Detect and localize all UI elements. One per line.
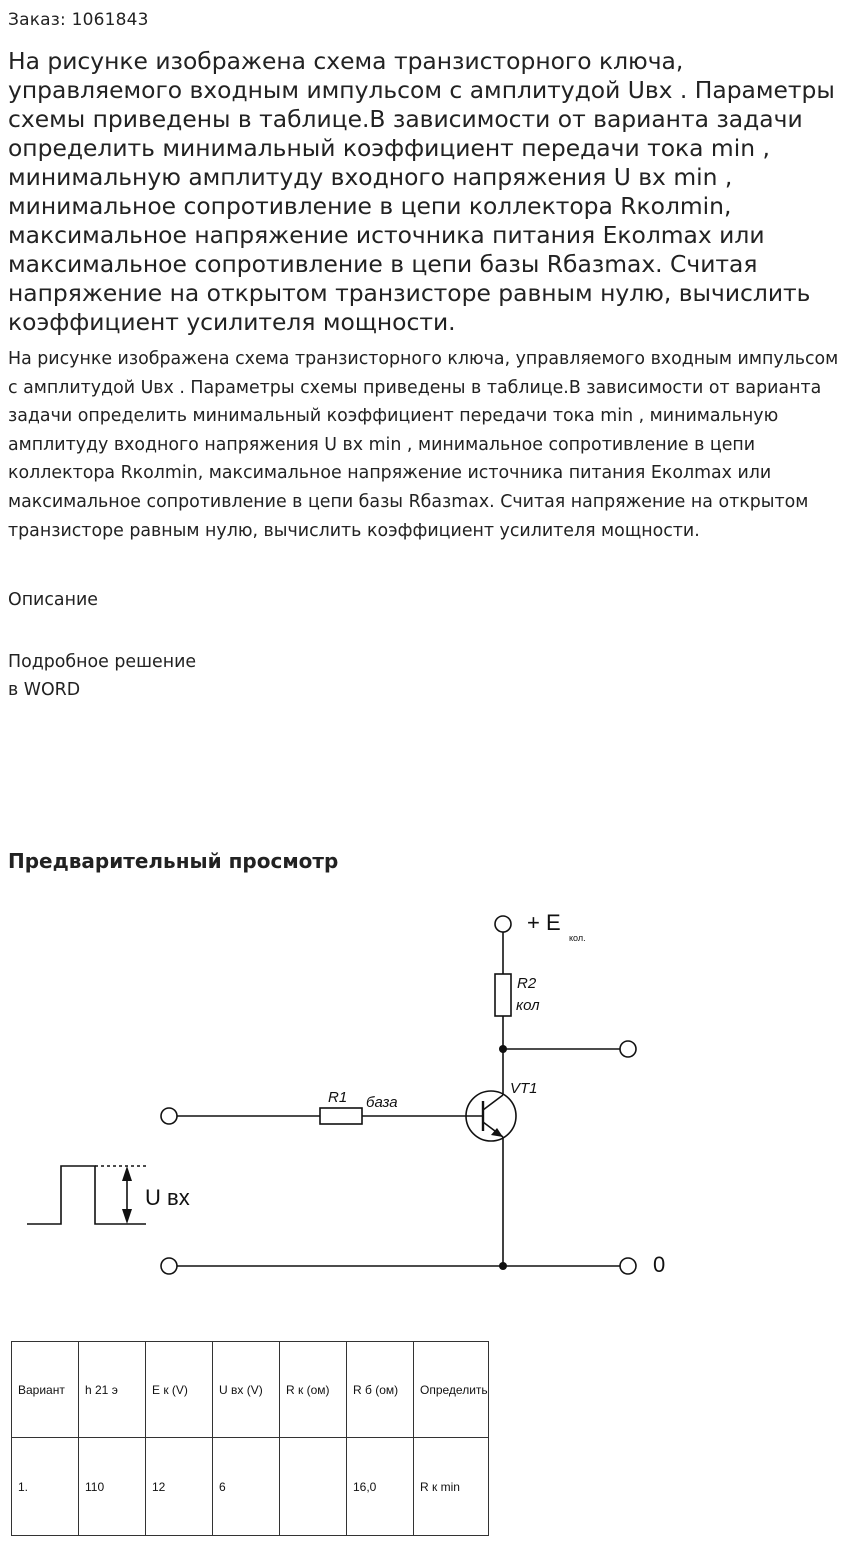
table-cell: 110	[79, 1438, 146, 1536]
r2-label: R2	[517, 975, 537, 992]
input-voltage-label: U вх	[145, 1185, 190, 1210]
resistor-r2	[495, 974, 511, 1016]
table-cell: 6	[213, 1438, 280, 1536]
r2-role-label: кол	[516, 997, 540, 1014]
solution-line-2: в WORD	[8, 680, 81, 700]
junction-collector	[499, 1045, 507, 1053]
section-description-label: Описание	[8, 590, 98, 610]
ground-input-terminal	[161, 1258, 177, 1274]
table-header-cell: R б (ом)	[347, 1342, 414, 1438]
output-terminal	[620, 1041, 636, 1057]
order-number: Заказ: 1061843	[8, 10, 149, 30]
transistor-label: VT1	[510, 1080, 538, 1097]
ground-label: 0	[653, 1252, 666, 1277]
circuit-diagram	[0, 900, 847, 1300]
amplitude-arrow-up	[122, 1166, 132, 1181]
ground-output-terminal	[620, 1258, 636, 1274]
parameters-table	[11, 1341, 489, 1536]
table-cell: 12	[146, 1438, 213, 1536]
junction-ground	[499, 1262, 507, 1270]
table-header-row	[12, 1342, 489, 1438]
table-cell: 1.	[12, 1438, 79, 1536]
preview-title: Предварительный просмотр	[8, 849, 339, 873]
table-cell: 16,0	[347, 1438, 414, 1536]
amplitude-arrow-down	[122, 1209, 132, 1224]
table-header-cell: U вх (V)	[213, 1342, 280, 1438]
supply-label: + E	[527, 910, 561, 935]
supply-subscript: кол.	[569, 933, 586, 943]
table-header-cell: E к (V)	[146, 1342, 213, 1438]
solution-line-1: Подробное решение	[8, 652, 197, 672]
r1-label: R1	[328, 1089, 348, 1106]
table-header-cell: Определить	[414, 1342, 489, 1438]
task-headline: На рисунке изображена схема транзисторного ключа, управляемого входным импульсом с амплитудой Uвх . Параметры схемы приведены в таблице.В зависимости от варианта задачи определить минимальный коэффициент передачи тока min , минимальную амплитуду входного напряжения U вх min , минимальное сопротивление в цепи коллектора Rколmin, максимальное напряжение источника питания Eколmax или максимальное сопротивление в цепи базы Rбазmax. Считая напряжение на открытом транзисторе равным нулю, вычислить коэффициент усилителя мощности.	[8, 47, 835, 336]
task-description: На рисунке изображена схема транзисторного ключа, управляемого входным импульсом с амплитудой Uвх . Параметры схемы приведены в таблице.В зависимости от варианта задачи определить минимальный коэффициент передачи тока min , минимальную амплитуду входного напряжения U вх min , минимальное сопротивление в цепи коллектора Rколmin, максимальное напряжение источника питания Eколmax или максимальное сопротивление в цепи базы Rбазmax. Считая напряжение на открытом транзисторе равным нулю, вычислить коэффициент усилителя мощности.	[8, 349, 839, 541]
table-cell	[280, 1438, 347, 1536]
transistor-collector-lead	[483, 1095, 503, 1110]
input-terminal	[161, 1108, 177, 1124]
supply-terminal	[495, 916, 511, 932]
table-header-cell: h 21 э	[79, 1342, 146, 1438]
table-cell: R к min	[414, 1438, 489, 1536]
table-header-cell: R к (ом)	[280, 1342, 347, 1438]
table-header-cell: Вариант	[12, 1342, 79, 1438]
r1-role-label: база	[366, 1094, 398, 1111]
resistor-r1	[320, 1108, 362, 1124]
table-row	[12, 1438, 489, 1536]
